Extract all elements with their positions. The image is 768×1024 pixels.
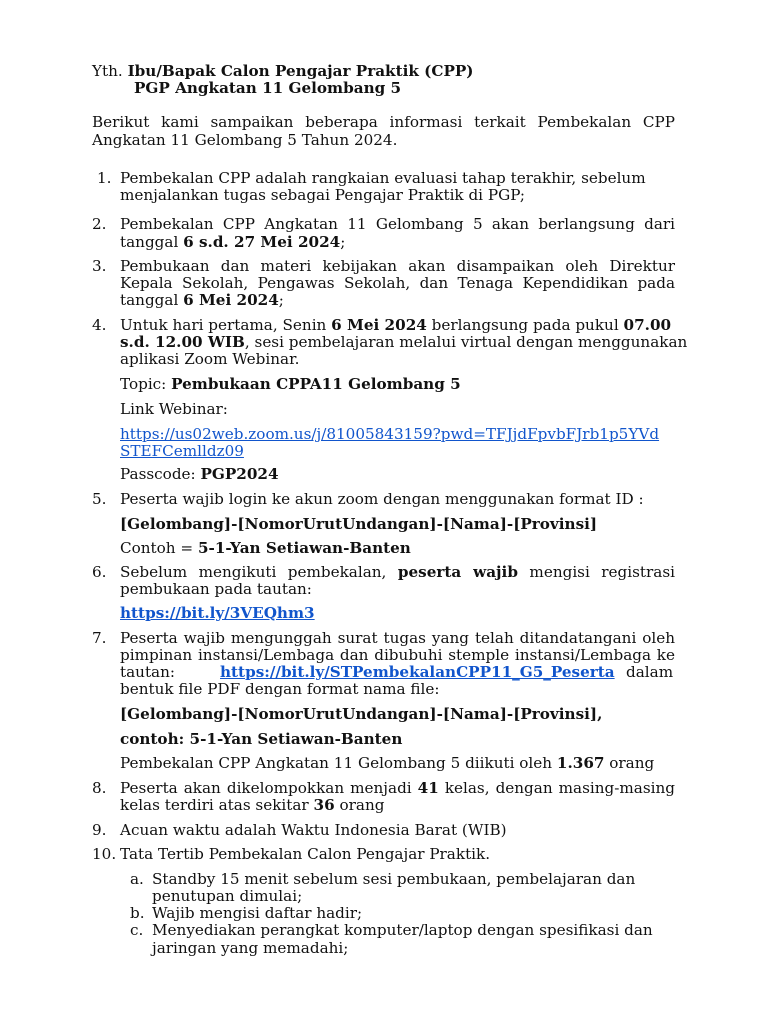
assignment-letter-link[interactable]: https://bit.ly/STPembekalanCPP11_G5_Peserta [220,663,615,681]
item-8-text-e: orang [334,796,385,814]
item-7-line-1: Peserta wajib mengunggah surat tugas yang telah ditandatangani oleh [120,629,675,647]
participants-count: 1.367 [556,754,605,772]
item-3-line-1: Pembukaan dan materi kebijakan akan disampaikan oleh Direktur [120,257,675,275]
item-3-date: 6 Mei 2024 [183,291,279,309]
participants-text: Pembekalan CPP Angkatan 11 Gelombang 5 diikuti oleh [120,754,557,772]
item-4-text-b: , sesi pembelajaran melalui virtual dengan menggunakan [244,333,688,351]
item-4-date: 6 Mei 2024 [331,316,427,334]
item-10-sub-c-label: c. [130,921,144,939]
item-5-format: [Gelombang]-[NomorUrutUndangan]-[Nama]-[Provinsi] [120,515,598,533]
item-4-text-c: berlangsung pada pukul [426,316,624,334]
salutation-prefix: Yth. [92,62,123,80]
item-4-number: 4. [92,316,107,334]
item-10-sub-b-label: b. [130,904,145,922]
item-6-number: 6. [92,563,107,581]
item-10-sub-a-line-2: penutupan dimulai; [152,887,303,905]
topic-label: Topic: [120,375,172,393]
class-size: 36 [313,796,335,814]
item-3-date-prefix: tanggal [120,291,184,309]
item-2-date-prefix: tanggal [120,233,184,251]
item-7-tautan-label: tautan: [120,663,175,681]
item-3-line-2: Kepala Sekolah, Pengawas Sekolah, dan Tenaga Kependidikan pada [120,274,675,292]
item-1-number: 1. [97,169,112,187]
item-8-line-2 [120,797,384,814]
item-2-date-range: 6 s.d. 27 Mei 2024 [183,233,341,251]
item-10-sub-c-line-1: Menyediakan perangkat komputer/laptop dengan spesifikasi dan [152,921,653,939]
item-5-line-1: Peserta wajib login ke akun zoom dengan menggunakan format ID : [120,490,644,508]
item-7-participants [120,755,654,772]
class-count: 41 [417,779,439,797]
item-7-dalam: dalam [626,663,674,681]
item-2-line-1: Pembekalan CPP Angkatan 11 Gelombang 5 akan berlangsung dari [120,215,675,233]
item-10-line-1: Tata Tertib Pembekalan Calon Pengajar Praktik. [120,845,491,863]
intro-line-1: Berikut kami sampaikan beberapa informasi terkait Pembekalan CPP [92,113,675,131]
salutation-line-2: PGP Angkatan 11 Gelombang 5 [134,79,402,97]
item-5-example [120,540,411,557]
intro-line-2: Angkatan 11 Gelombang 5 Tahun 2024. [92,131,398,149]
item-4-line-2 [120,334,687,351]
item-4-topic [120,376,461,393]
item-8-text-a: Peserta akan dikelompokkan menjadi [120,779,418,797]
item-1-line-2: menjalankan tugas sebagai Pengajar Praktik di PGP; [120,186,526,204]
item-10-sub-a-label: a. [130,870,144,888]
webinar-link-label: Link Webinar: [120,400,228,418]
participants-unit: orang [604,754,655,772]
item-2-date-suffix: ; [340,233,346,251]
item-4-line-3: aplikasi Zoom Webinar. [120,350,300,368]
item-3-date-suffix: ; [278,291,284,309]
item-8-number: 8. [92,779,107,797]
registration-link[interactable]: https://bit.ly/3VEQhm3 [120,604,315,622]
item-9-number: 9. [92,821,107,839]
item-10-sub-a-line-1: Standby 15 menit sebelum sesi pembukaan, pembelajaran dan [152,870,636,888]
item-10-sub-b-line-1: Wajib mengisi daftar hadir; [152,904,363,922]
item-7-line-2: pimpinan instansi/Lembaga dan dibubuhi stemple instansi/Lembaga ke [120,646,675,664]
item-4-line-1 [120,317,671,334]
item-4-end-time: s.d. 12.00 WIB [120,333,245,351]
item-5-number: 5. [92,490,107,508]
webinar-link-line-1[interactable]: https://us02web.zoom.us/j/81005843159?pwd=TFJjdFpvbFJrb1p5YVd [120,425,660,443]
salutation-recipient: Ibu/Bapak Calon Pengajar Praktik (CPP) [127,62,474,80]
topic-value: Pembukaan CPPA11 Gelombang 5 [171,375,461,393]
example-value: 5-1-Yan Setiawan-Banten [197,539,411,557]
passcode-value: PGP2024 [200,465,279,483]
item-7-line-4: bentuk file PDF dengan format nama file: [120,680,440,698]
item-4-start-time: 07.00 [623,316,672,334]
item-3-number: 3. [92,257,107,275]
item-1-line-1: Pembekalan CPP adalah rangkaian evaluasi tahap terakhir, sebelum [120,169,646,187]
webinar-link-line-2[interactable]: STEFCemlldz09 [120,442,244,460]
item-6-text-c: mengisi registrasi [517,563,675,581]
item-6-line-1 [120,564,675,581]
example-label: Contoh = [120,539,198,557]
item-4-passcode [120,466,279,483]
item-2-line-2 [120,234,345,251]
item-9-line-1: Acuan waktu adalah Waktu Indonesia Barat (WIB) [120,821,507,839]
item-7-example: contoh: 5-1-Yan Setiawan-Banten [120,730,403,748]
item-8-text-d: kelas terdiri atas sekitar [120,796,314,814]
item-3-line-3 [120,292,284,309]
item-4-text-a: Untuk hari pertama, Senin [120,316,332,334]
item-6-mandatory: peserta wajib [397,563,518,581]
item-7-format: [Gelombang]-[NomorUrutUndangan]-[Nama]-[Provinsi], [120,705,603,723]
item-6-text-a: Sebelum mengikuti pembekalan, [120,563,398,581]
passcode-label: Passcode: [120,465,201,483]
item-7-number: 7. [92,629,107,647]
item-10-number: 10. [92,845,117,863]
item-10-sub-c-line-2: jaringan yang memadahi; [152,939,349,957]
item-6-line-2: pembukaan pada tautan: [120,580,312,598]
salutation-line-1 [92,63,473,80]
item-8-line-1 [120,780,675,797]
item-2-number: 2. [92,215,107,233]
item-8-text-c: kelas, dengan masing-masing [438,779,675,797]
